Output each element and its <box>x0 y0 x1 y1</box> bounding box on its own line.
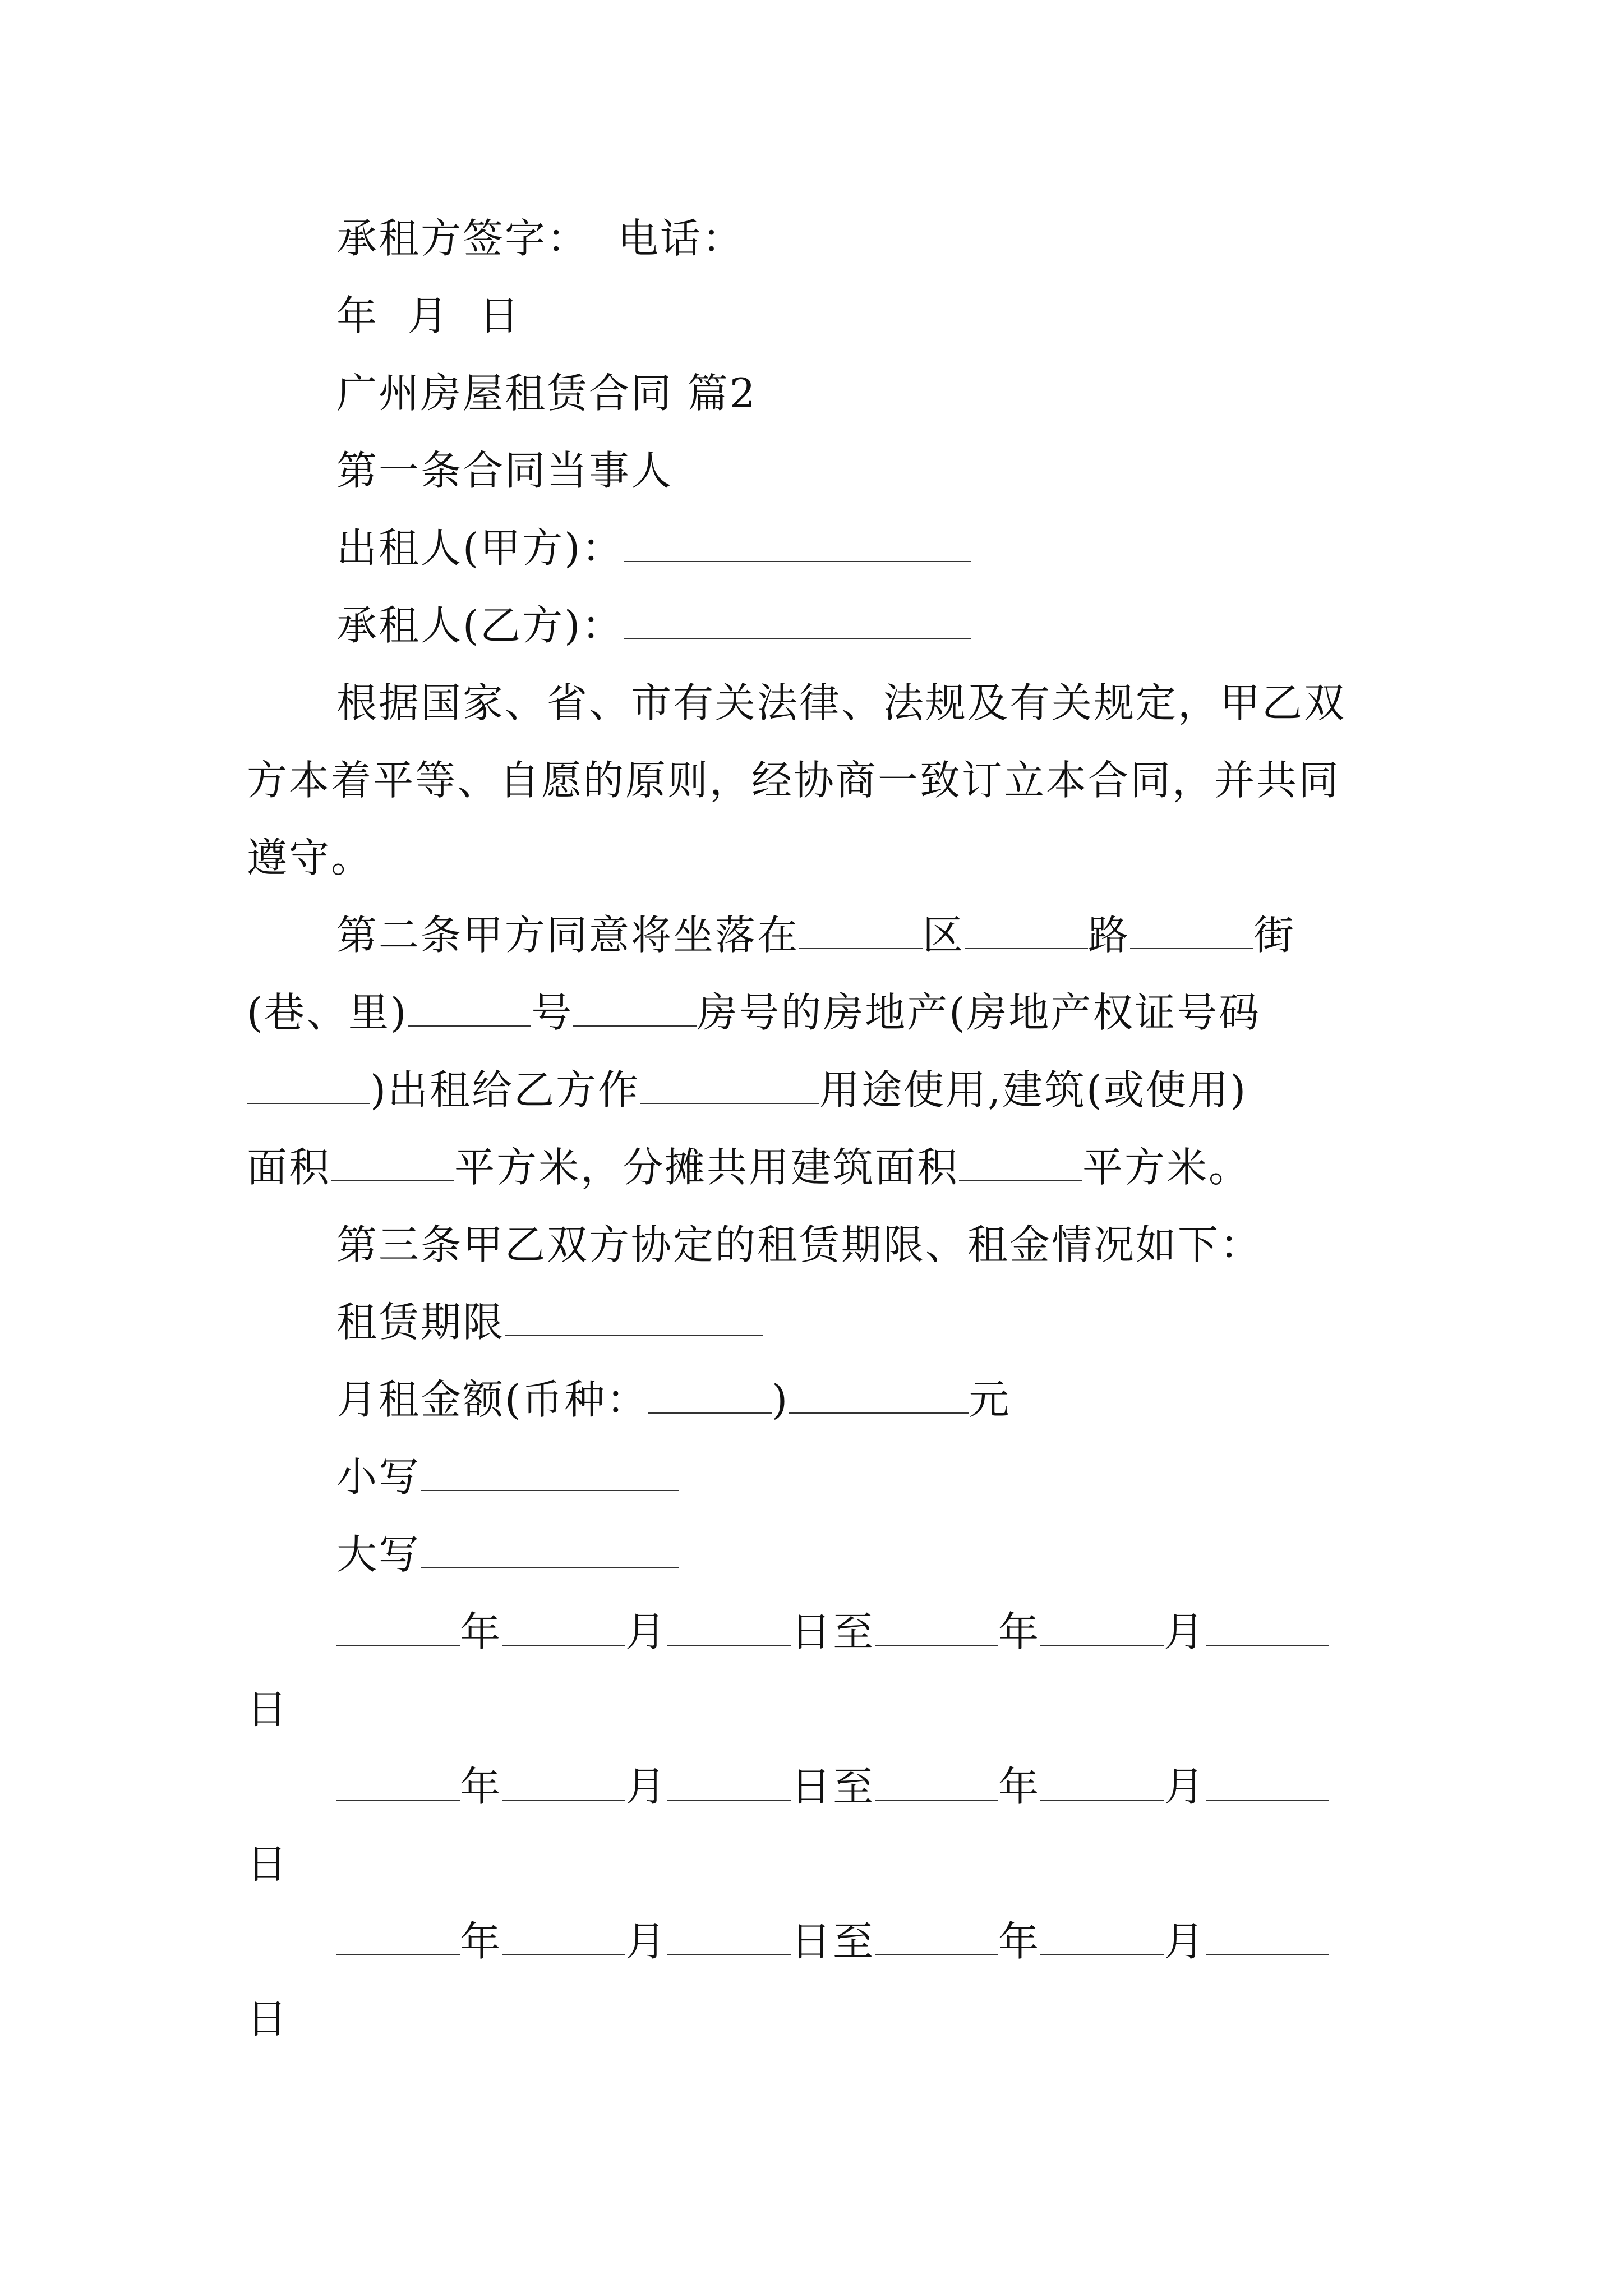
blank <box>1206 1918 1329 1955</box>
blank <box>667 1609 791 1646</box>
period-day-3: 日 <box>247 1995 289 2042</box>
phone-label: 电话： <box>617 215 744 262</box>
blank <box>1040 1764 1164 1801</box>
period-day-2: 日 <box>247 1841 289 1888</box>
property-cert-label: 房号的房地产(房地产权证号码 <box>697 989 1261 1036</box>
road-blank <box>965 912 1088 949</box>
number-label: 号 <box>531 989 574 1036</box>
article3-heading: 第三条甲乙双方协定的租赁期限、租金情况如下： <box>336 1221 1262 1268</box>
blank <box>667 1918 791 1955</box>
shared-area-label: 平方米，分摊共用建筑面积 <box>454 1144 960 1191</box>
month-label: 月 <box>625 1918 668 1965</box>
currency-blank <box>648 1377 772 1414</box>
blank <box>667 1764 791 1801</box>
preamble-line-2: 方本着平等、自愿的原则，经协商一致订立本合同，并共同 <box>247 757 1341 804</box>
preamble-line-3: 遵守。 <box>247 834 374 881</box>
uppercase-line <box>336 1529 679 1580</box>
rent-amount-blank <box>789 1377 969 1414</box>
blank <box>502 1609 625 1646</box>
blank <box>502 1764 625 1801</box>
lessee-sign-label: 承租方签字： <box>336 215 589 262</box>
lowercase-line <box>336 1452 679 1502</box>
district-label: 区 <box>923 912 965 959</box>
month-label: 月 <box>625 1608 668 1655</box>
blank <box>875 1609 998 1646</box>
cert-number-blank <box>247 1067 370 1104</box>
year-label: 年 <box>460 1763 502 1810</box>
date-day: 日 <box>478 292 521 339</box>
lessee-signature-line <box>336 213 744 264</box>
period-line-3 <box>336 1916 1329 1967</box>
lessor-label: 出租人(甲方)： <box>336 524 624 572</box>
year-label: 年 <box>998 1763 1041 1810</box>
blank <box>336 1918 460 1955</box>
monthly-rent-label: 月租金额(币种： <box>336 1376 649 1423</box>
day-to-label: 日至 <box>791 1608 875 1655</box>
date-month: 月 <box>407 292 450 339</box>
preamble-line-1: 根据国家、省、市有关法律、法规及有关规定，甲乙双 <box>336 679 1347 726</box>
month-label: 月 <box>1164 1763 1206 1810</box>
blank <box>502 1918 625 1955</box>
close-paren: ) <box>772 1376 790 1423</box>
year-label: 年 <box>460 1608 502 1655</box>
blank <box>875 1918 998 1955</box>
blank <box>1206 1609 1329 1646</box>
sqm-label: 平方米。 <box>1082 1144 1251 1191</box>
lessee-label: 承租人(乙方)： <box>336 602 624 649</box>
article2-line-4 <box>247 1142 1251 1193</box>
room-blank <box>573 990 697 1027</box>
signature-date-line <box>336 291 521 341</box>
lease-term-label: 租赁期限 <box>336 1299 505 1346</box>
street-label: 街 <box>1253 912 1296 959</box>
date-year: 年 <box>336 292 379 339</box>
article1-heading: 第一条合同当事人 <box>336 447 674 494</box>
usage-blank <box>640 1067 819 1104</box>
shared-area-blank <box>959 1144 1082 1181</box>
blank <box>336 1609 460 1646</box>
blank <box>875 1764 998 1801</box>
blank <box>1040 1609 1164 1646</box>
article2-text: 第二条甲方同意将坐落在 <box>336 912 800 959</box>
period-line-2 <box>336 1761 1329 1812</box>
lane-label: (巷、里) <box>247 989 408 1036</box>
month-label: 月 <box>625 1763 668 1810</box>
lease-term-line <box>336 1297 763 1347</box>
monthly-rent-line <box>336 1374 1011 1425</box>
lease-to-label: )出租给乙方作 <box>370 1066 640 1114</box>
month-label: 月 <box>1164 1918 1206 1965</box>
lessor-blank <box>624 525 971 562</box>
yuan-label: 元 <box>969 1376 1011 1423</box>
period-line-1 <box>336 1607 1329 1657</box>
article2-line-1 <box>336 910 1295 960</box>
lessor-line <box>336 523 971 573</box>
year-label: 年 <box>460 1918 502 1965</box>
lowercase-label: 小写 <box>336 1453 421 1501</box>
year-label: 年 <box>998 1918 1041 1965</box>
lessee-blank <box>624 602 971 639</box>
area-blank <box>331 1144 454 1181</box>
area-label: 面积 <box>247 1144 331 1191</box>
day-to-label: 日至 <box>791 1918 875 1965</box>
number-blank <box>408 990 531 1027</box>
article2-line-2 <box>247 987 1261 1038</box>
road-label: 路 <box>1088 912 1131 959</box>
district-blank <box>799 912 923 949</box>
blank <box>1040 1918 1164 1955</box>
month-label: 月 <box>1164 1608 1206 1655</box>
blank <box>1206 1764 1329 1801</box>
period-day-1: 日 <box>247 1686 289 1733</box>
usage-label: 用途使用,建筑(或使用) <box>819 1066 1248 1114</box>
uppercase-label: 大写 <box>336 1531 421 1578</box>
article2-line-3 <box>247 1065 1247 1115</box>
uppercase-blank <box>421 1531 679 1568</box>
year-label: 年 <box>998 1608 1041 1655</box>
lessee-line <box>336 600 971 651</box>
section-title: 广州房屋租赁合同 篇2 <box>336 370 757 417</box>
blank <box>336 1764 460 1801</box>
street-blank <box>1130 912 1253 949</box>
lease-term-blank <box>505 1299 763 1336</box>
lowercase-blank <box>421 1454 679 1491</box>
day-to-label: 日至 <box>791 1763 875 1810</box>
